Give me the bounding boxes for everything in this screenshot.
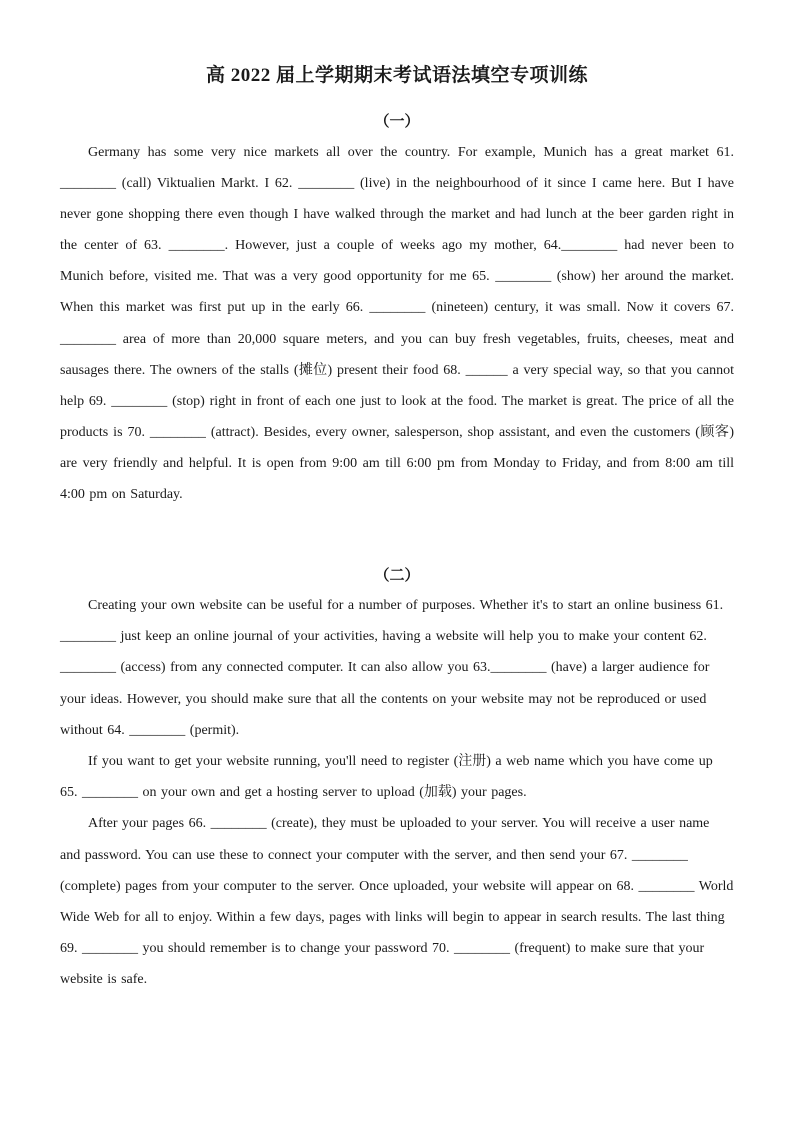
document-title: 高 2022 届上学期期末考试语法填空专项训练	[205, 65, 588, 86]
passage-two-heading: （二）	[374, 568, 420, 584]
passage-one-paragraph: Germany has some very nice markets all over the country. For example, Munich has a great market 61. ________ (call) Viktualien Markt. I 62. ________ (live) in the neighbourhood of it since I came here. But I have never gone shopping there even though I have walked through the market and had lunch at the beer garden right in the center of 63. ________. However, just a couple of weeks ago my mother, 64.________ had never been to Munich before, visited me. That was a very good opportunity for me 65. ________ (show) her around the market. When this market was first put up in the early 66. ________ (nineteen) century, it was small. Now it covers 67. ________ area of more than 20,000 square meters, and you can buy fresh vegetables, fruits, cheeses, meat and sausages there. The owners of the stalls (摊位) present their food 68. ______ a very special way, so that you cannot help 69. ________ (stop) right in front of each one just to look at the food. The market is great. The price of all the products is 70. ________ (attract). Besides, every owner, salesperson, shop assistant, and even the customers (顾客) are very friendly and helpful. It is open from 9:00 am till 6:00 pm from Monday to Friday, and from 8:00 am till 4:00 pm on Saturday.	[60, 145, 734, 503]
passage-two-paragraph: If you want to get your website running, you'll need to register (注册) a web name which you have come up 65. ________ on your own and get a hosting server to upload (加载) your pages.	[60, 754, 713, 801]
passage-one-heading: （一）	[374, 114, 420, 130]
passage-two-paragraph: After your pages 66. ________ (create), they must be uploaded to your server. You will receive a user name and password. You can use these to connect your computer with the server, and then send your 67. ________ (complete) pages from your computer to the server. Once uploaded, your website will appear on 68. ________ World Wide Web for all to enjoy. Within a few days, pages with links will begin to appear in search results. The last thing 69. ________ you should remember is to change your password 70. ________ (frequent) to make sure that your website is safe.	[60, 816, 734, 988]
passage-two	[60, 565, 734, 996]
passage-two-paragraph: Creating your own website can be useful for a number of purposes. Whether it's to start an online business 61. ________ just keep an online journal of your activities, having a website will help you to make your content 62. ________ (access) from any connected computer. It can also allow you 63.________ (have) a larger audience for your ideas. However, you should make sure that all the contents on your website may not be reproduced or used without 64. ________ (permit).	[60, 598, 724, 738]
passage-one	[60, 111, 734, 510]
